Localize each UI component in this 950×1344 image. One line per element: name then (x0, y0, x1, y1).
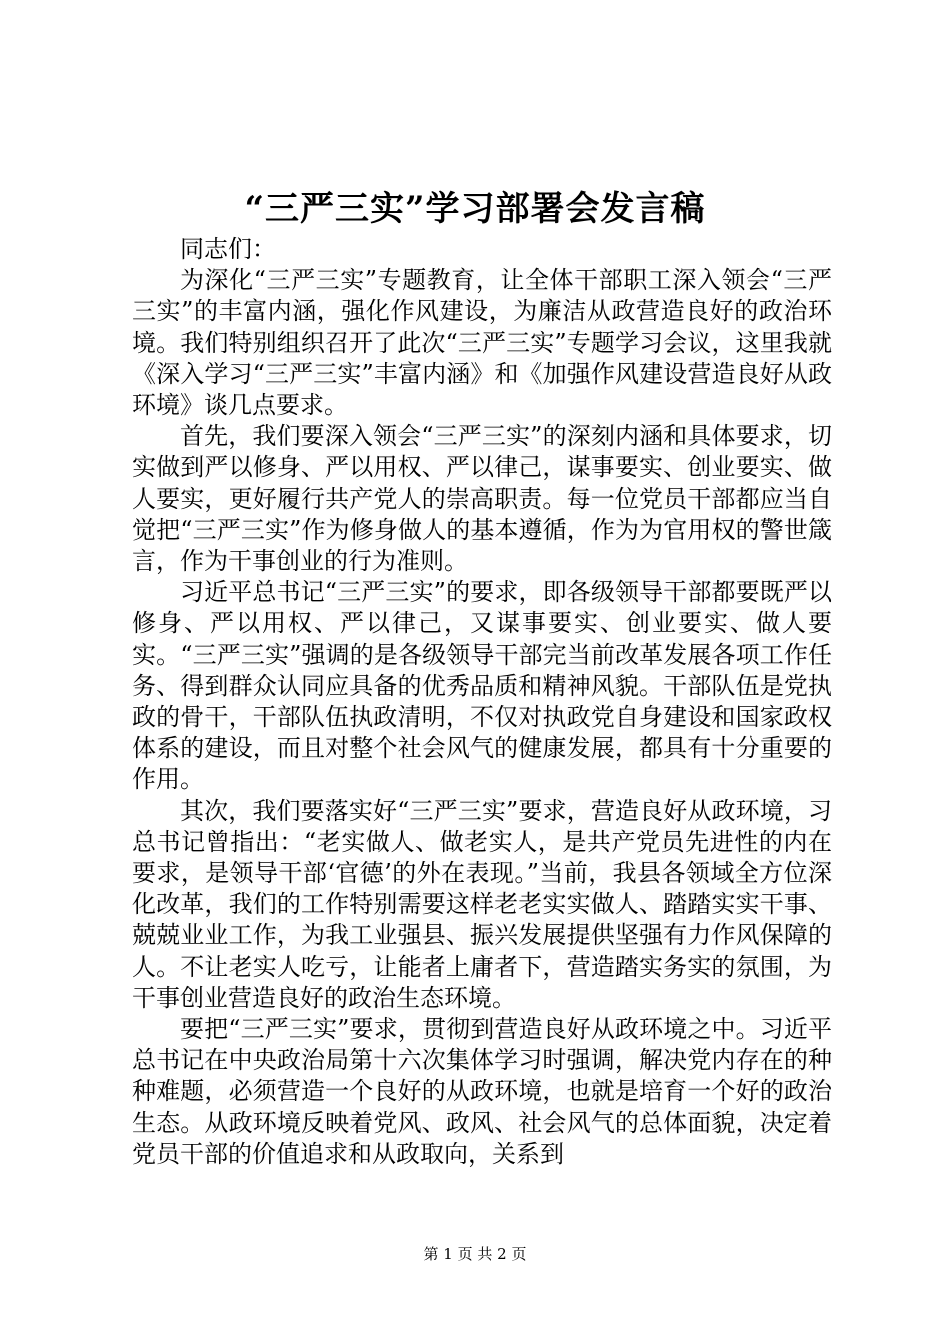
paragraph: 为深化“三严三实”专题教育，让全体干部职工深入领会“三严三实”的丰富内涵，强化作风建设，为廉洁从政营造良好的政治环境。我们特别组织召开了此次“三严三实”专题学习会议，这里我就《深入学习“三严三实”丰富内涵》和《加强作风建设营造良好从政环境》谈几点要求。 (132, 266, 832, 420)
page-number-footer: 第 1 页 共 2 页 (423, 1245, 527, 1263)
salutation: 同志们： (180, 235, 276, 263)
paragraph: 习近平总书记“三严三实”的要求，即各级领导干部都要既严以修身、严以用权、严以律己，又谋事要实、创业要实、做人要实。“三严三实”强调的是各级领导干部完当前改革发展各项工作任务、得到群众认同应具备的优秀品质和精神风貌。干部队伍是党执政的骨干，干部队伍执政清明，不仅对执政党自身建设和国家政权体系的建设，而且对整个社会风气的健康发展，都具有十分重要的作用。 (132, 578, 832, 794)
paragraph: 其次，我们要落实好“三严三实”要求，营造良好从政环境，习总书记曾指出：“老实做人、做老实人，是共产党员先进性的内在要求，是领导干部‘官德’的外在表现。”当前，我县各领域全方位深化改革，我们的工作特别需要这样老老实实做人、踏踏实实干事、兢兢业业工作，为我工业强县、振兴发展提供坚强有力作风保障的人。不让老实人吃亏，让能者上庸者下，营造踏实务实的氛围，为干事创业营造良好的政治生态环境。 (132, 796, 832, 1012)
paragraph: 首先，我们要深入领会“三严三实”的深刻内涵和具体要求，切实做到严以修身、严以用权、严以律己，谋事要实、创业要实、做人要实，更好履行共产党人的崇高职责。每一位党员干部都应当自觉把“三严三实”作为修身做人的基本遵循，作为为官用权的警世箴言，作为干事创业的行为准则。 (132, 422, 832, 576)
paragraph: 要把“三严三实”要求，贯彻到营造良好从政环境之中。习近平总书记在中央政治局第十六次集体学习时强调，解决党内存在的种种难题，必须营造一个良好的从政环境，也就是培育一个好的政治生态。从政环境反映着党风、政风、社会风气的总体面貌，决定着党员干部的价值追求和从政取向，关系到 (132, 1015, 832, 1168)
document-body (132, 234, 832, 1170)
document-title: “三严三实”学习部署会发言稿 (244, 189, 706, 229)
